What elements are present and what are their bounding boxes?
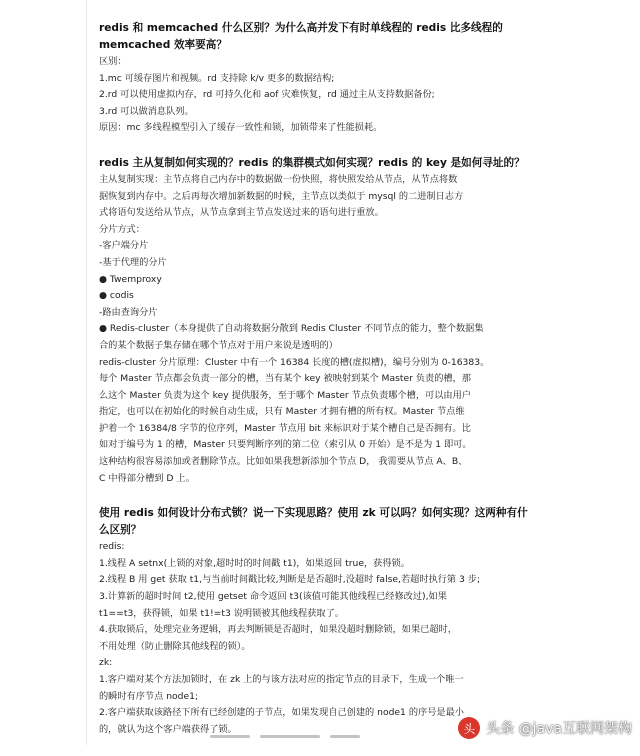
answer-line: ● Twemproxy (99, 273, 162, 285)
answer-line: 式将语句发送给从节点，从节点拿到主节点发送过来的语句进行重放。 (99, 207, 384, 219)
question-heading: redis 主从复制如何实现的？redis 的集群模式如何实现？redis 的 key 是如何寻址的？ (99, 156, 525, 169)
qa-section (99, 505, 554, 738)
question-heading: memcached 效率要高？ (99, 39, 227, 51)
answer-line: 指定，也可以在初始化的时候自动生成，只有 Master 才拥有槽的所有权。Master 节点维 (99, 406, 465, 418)
answer-line: redis: (99, 541, 125, 553)
answer-line: ● Redis-cluster（本身提供了自动将数据分散到 Redis Cluster 不同节点的能力，整个数据集 (99, 323, 484, 335)
answer-line: t1==t3，获得锁，如果 t1!=t3 说明锁被其他线程获取了。 (99, 607, 344, 619)
answer-line: C 中得部分槽到 D 上。 (99, 472, 195, 484)
answer-line: 2.客户端获取该路径下所有已经创建的子节点，如果发现自己创建的 node1 的序号是最小 (99, 707, 464, 719)
answer-line: ● codis (99, 290, 134, 302)
answer-line: 么这个 Master 负责为这个 key 提供服务，至于哪个 Master 节点负责哪个槽，可以由用户 (99, 389, 471, 401)
answer-line: 4.获取锁后，处理完业务逻辑，再去判断锁是否超时，如果没超时删除锁，如果已超时， (99, 624, 457, 636)
answer-line: 据恢复到内存中。之后再每次增加新数据的时候，主节点以类似于 mysql 的二进制日志方 (99, 190, 464, 202)
answer-line: 分片方式： (99, 223, 145, 235)
answer-line: 主从复制实现：主节点将自己内存中的数据做一份快照，将快照发给从节点，从节点将数 (99, 173, 458, 185)
qa-section (99, 155, 554, 487)
page-margin-rule (86, 0, 87, 745)
answer-line: 每个 Master 节点都会负责一部分的槽，当有某个 key 被映射到某个 Master 负责的槽，那 (99, 373, 471, 385)
answer-line: 这种结构很容易添加或者删除节点。比如如果我想新添加个节点 D， 我需要从节点 A、B、 (99, 456, 468, 468)
qa-section (99, 20, 554, 137)
faint-player-bar (210, 729, 430, 743)
answer-line: 2.rd 可以使用虚拟内存，rd 可持久化和 aof 灾难恢复，rd 通过主从支持数据备份; (99, 89, 435, 101)
answer-line: zk: (99, 657, 113, 669)
watermark-text: 头条 @java互联网架构 (486, 721, 632, 737)
answer-line: -客户端分片 (99, 240, 149, 252)
answer-line: redis-cluster 分片原理：Cluster 中有一个 16384 长度的槽(虚拟槽)，编号分别为 0-16383。 (99, 356, 490, 368)
document-body (99, 20, 554, 756)
answer-line: 3.rd 可以做消息队列。 (99, 105, 194, 117)
answer-line: 的瞬时有序节点 node1; (99, 690, 199, 702)
answer-line: 不用处理（防止删除其他线程的锁）。 (99, 640, 251, 652)
watermark (458, 717, 632, 739)
answer-line: 的，就认为这个客户端获得了锁。 (99, 723, 237, 735)
question-heading: redis 和 memcached 什么区别？为什么高并发下有时单线程的 redis 比多线程的 (99, 22, 503, 34)
answer-line: 合的某个数据子集存储在哪个节点对于用户来说是透明的） (99, 339, 338, 351)
answer-line: 区别： (99, 56, 127, 67)
toutiao-logo-icon: 头 (458, 717, 480, 739)
question-heading: 么区别？ (99, 524, 142, 537)
question-heading: 使用 redis 如何设计分布式锁？说一下实现思路？使用 zk 可以吗？如何实现？这两种有什 (99, 507, 528, 520)
answer-line: 2.线程 B 用 get 获取 t1,与当前时间戳比较,判断是是否超时,没超时 false,若超时执行第 3 步; (99, 574, 481, 586)
answer-line: 1.客户端对某个方法加锁时，在 zk 上的与该方法对应的指定节点的目录下，生成一个唯一 (99, 674, 464, 685)
answer-line: -路由查询分片 (99, 306, 158, 318)
answer-line: -基于代理的分片 (99, 256, 167, 268)
answer-line: 1.mc 可缓存图片和视频。rd 支持除 k/v 更多的数据结构; (99, 72, 335, 84)
answer-line: 3.计算新的超时时间 t2,使用 getset 命令返回 t3(该值可能其他线程已经修改过),如果 (99, 591, 447, 603)
answer-line: 护着一个 16384/8 字节的位序列，Master 节点用 bit 来标识对于某个槽自己是否拥有。比 (99, 422, 471, 434)
answer-line: 如对于编号为 1 的槽，Master 只要判断序列的第二位（索引从 0 开始）是不是为 1 即可。 (99, 439, 472, 451)
answer-line: 原因：mc 多线程模型引入了缓存一致性和锁，加锁带来了性能损耗。 (99, 122, 383, 134)
answer-line: 1.线程 A setnx(上锁的对象,超时时的时间戳 t1)，如果返回 true，获得锁。 (99, 557, 410, 569)
